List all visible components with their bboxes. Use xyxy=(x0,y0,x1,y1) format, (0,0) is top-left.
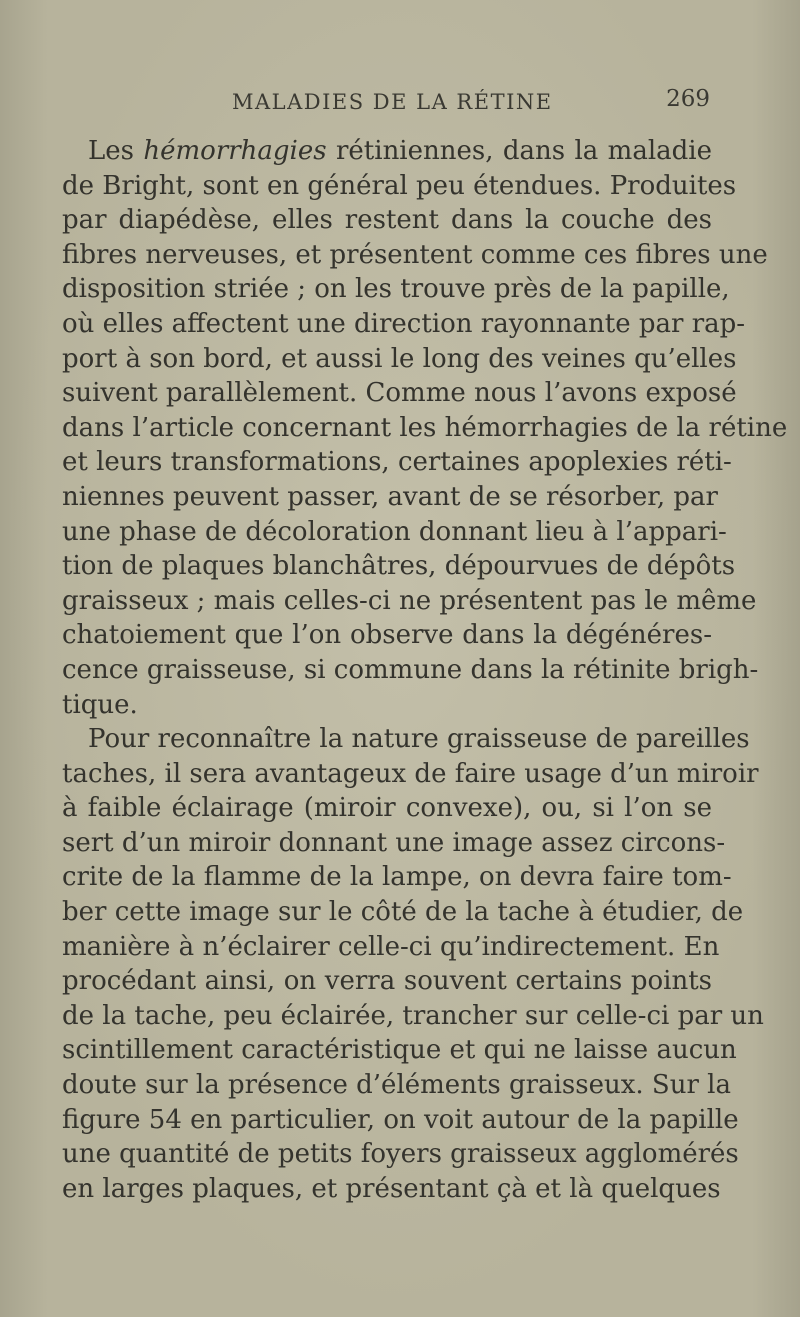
text-line: doute sur la présence d’éléments graisseux. Sur la xyxy=(62,1070,731,1101)
text-line: sert d’un miroir donnant une image assez circons- xyxy=(62,827,726,858)
text-line: une phase de décoloration donnant lieu à l’appari- xyxy=(62,516,727,547)
text-line: Pour reconnaître la nature graisseuse de pareilles xyxy=(88,724,750,755)
text-line: fibres nerveuses, et présentent comme ces fibres une xyxy=(62,239,768,270)
text-line: figure 54 en particulier, on voit autour de la papille xyxy=(62,1104,739,1135)
text-line: crite de la flamme de la lampe, on devra faire tom- xyxy=(62,862,732,893)
text-line: à faible éclairage (miroir convexe), ou, si l’on se xyxy=(62,793,712,824)
text-line: procédant ainsi, on verra souvent certains points xyxy=(62,966,712,997)
running-head xyxy=(60,84,710,124)
text-line: cence graisseuse, si commune dans la rétinite brigh- xyxy=(62,654,759,685)
text-line: port à son bord, et aussi le long des veines qu’elles xyxy=(62,343,737,374)
running-title: MALADIES DE LA RÉTINE xyxy=(232,90,553,114)
text-line: suivent parallèlement. Comme nous l’avons exposé xyxy=(62,378,737,409)
text-line: une quantité de petits foyers graisseux agglomérés xyxy=(62,1139,739,1170)
text-line: de la tache, peu éclairée, trancher sur celle-ci par un xyxy=(62,1000,764,1031)
text-line: dans l’article concernant les hémorrhagies de la rétine xyxy=(62,412,788,443)
text-line: tique. xyxy=(62,689,138,720)
text-line: scintillement caractéristique et qui ne laisse aucun xyxy=(62,1035,737,1066)
text-line: graisseux ; mais celles-ci ne présentent pas le même xyxy=(62,585,757,616)
text-line: par diapédèse, elles restent dans la couche des xyxy=(62,205,712,236)
text-line: de Bright, sont en général peu étendues. Produites xyxy=(62,170,737,201)
text-line: tion de plaques blanchâtres, dépourvues de dépôts xyxy=(62,551,736,582)
text-line: ber cette image sur le côté de la tache à étudier, de xyxy=(62,897,744,928)
text-line: niennes peuvent passer, avant de se résorber, par xyxy=(62,481,718,512)
text-line: Les hémorrhagies rétiniennes, dans la maladie xyxy=(88,136,712,166)
text-line: où elles affectent une direction rayonnante par rap- xyxy=(62,308,746,339)
text-line: taches, il sera avantageux de faire usage d’un miroir xyxy=(62,758,759,789)
page-number: 269 xyxy=(666,86,710,112)
text-line: disposition striée ; on les trouve près de la papille, xyxy=(62,274,730,305)
text-line: en larges plaques, et présentant çà et là quelques xyxy=(62,1173,721,1204)
text-line: chatoiement que l’on observe dans la dégénéres- xyxy=(62,620,712,651)
text-line: manière à n’éclairer celle-ci qu’indirectement. En xyxy=(62,931,720,962)
body-text xyxy=(62,134,788,1206)
emphasized-term: hémorrhagies xyxy=(143,136,327,166)
text-line: et leurs transformations, certaines apoplexies réti- xyxy=(62,447,732,478)
